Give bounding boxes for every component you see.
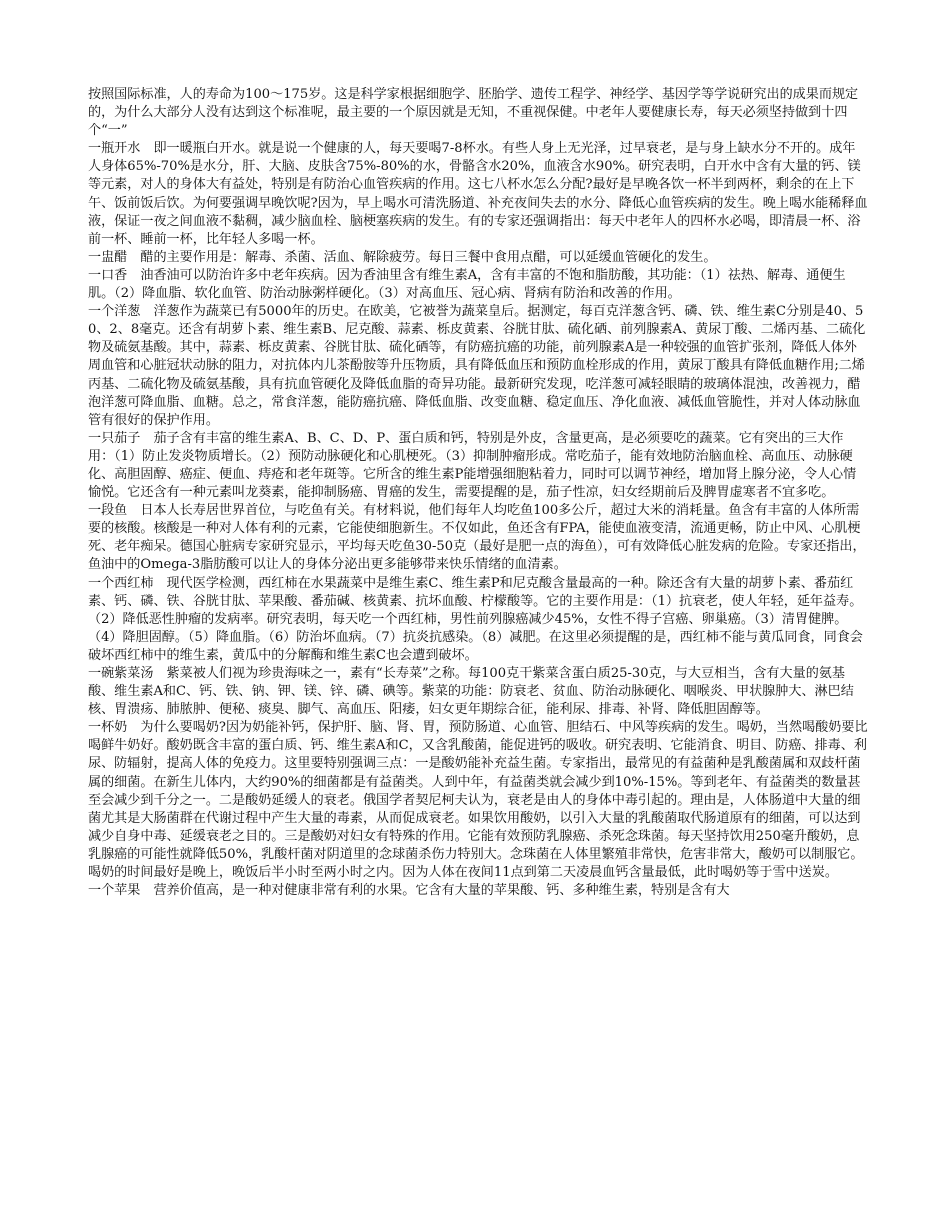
paragraph-milk: 一杯奶 为什么要喝奶?因为奶能补钙，保护肝、脑、肾、胃，预防肠道、心血管、胆结石、中风等疾病的发生。喝奶，当然喝酸奶要比喝鲜牛奶好。酸奶既含丰富的蛋白质、钙、维生素A和C，又含乳酸菌，能促进钙的吸收。研究表明、它能消食、明目、防癌、排毒、利尿、防辐射，提高人体的免疫力。这里要特别强调三点：一是酸奶能补充益生菌。专家指出，最常见的有益菌种是乳酸菌属和双歧杆菌属的细菌。在新生儿体内，大约90%的细菌都是有益菌类。人到中年，有益菌类就会减少到10%-15%。等到老年、有益菌类的数量甚至会减少到千分之一。二是酸奶延缓人的衰老。俄国学者契尼柯夫认为，衰老是由人的身体中毒引起的。理由是，人体肠道中大量的细菌尤其是大肠菌群在代谢过程中产生大量的毒素，从而促成衰老。如果饮用酸奶，以引入大量的乳酸菌取代肠道原有的细菌，可以达到减少自身中毒、延缓衰老之目的。三是酸奶对妇女有特殊的作用。它能有效预防乳腺癌、杀死念珠菌。每天坚持饮用250毫升酸奶，息乳腺癌的可能性就降低50%，乳酸杆菌对阴道里的念球菌杀伤力特别大。念珠菌在人体里繁殖非常快，危害非常大，酸奶可以制服它。喝奶的时间最好是晚上，晚饭后半小时至两小时之内。因为人体在夜间11点到第二天凌晨血钙含量最低，此时喝奶等于雪中送炭。 — [88, 720, 868, 881]
paragraph-eggplant: 一只茄子 茄子含有丰富的维生素A、B、C、D、P、蛋白质和钙，特别是外皮，含量更高，是必须要吃的蔬菜。它有突出的三大作用：（1）防止发炎物质增长。（2）预防动脉硬化和心肌梗死。（3）抑制肿瘤形成。常吃茄子，能有效地防治脑血栓、高血压、动脉硬化、高胆固醇、癌症、便血、痔疮和老年斑等。它所含的维生素P能增强细胞粘着力，同时可以调节神经，增加肾上腺分泌，令人心情愉悦。它还含有一种元素叫龙葵素，能抑制肠癌、胃癌的发生，需要提醒的是，茄子性凉，妇女经期前后及脾胃虚寒者不宜多吃。 — [88, 430, 857, 501]
paragraph-tomato: 一个西红柿 现代医学检测，西红柿在水果蔬菜中是维生素C、维生素P和尼克酸含量最高的一种。除还含有大量的胡萝卜素、番茄红素、钙、磷、铁、谷胱甘肽、苹果酸、番茄碱、核黄素、抗坏血酸、柠檬酸等。它的主要作用是：（1）抗衰老，使人年轻，延年益寿。（2）降低恶性肿瘤的发病率。研究表明，每天吃一个西红柿，男性前列腺癌减少45%，女性不得子宫癌、卵巢癌。（3）清胃健脾。（4）降胆固醇。（5）降血脂。（6）防治坏血病。（7）抗炎抗感染。（8）减肥。在这里必须提醒的是，西红柿不能与黄瓜同食，同食会破坏西红柿中的维生素，黄瓜中的分解酶和维生素C也会遭到破坏。 — [88, 575, 863, 663]
paragraph-apple: 一个苹果 营养价值高，是一种对健康非常有利的水果。它含有大量的苹果酸、钙、多种维生素，特别是含有大 — [88, 883, 730, 899]
paragraph-water: 一瓶开水 即一暖瓶白开水。就是说一个健康的人，每天要喝7-8杯水。有些人身上无光泽，过早衰老，是与身上缺水分不开的。成年人身体65%-70%是水分，肝、大脑、皮肤含75%-80%的水，骨骼含水20%，血液含水90%。研究表明，白开水中含有大量的钙、镁等元素，对人的身体大有益处，特别是有防治心血管疾病的作用。这七八杯水怎么分配?最好是早晚各饮一杯半到两杯，剩余的在上下午、饭前饭后饮。为何要强调早晚饮呢?因为，早上喝水可清洗肠道、补充夜间失去的水分、降低心血管疾病的发生。晚上喝水能稀释血液，保证一夜之间血液不黏稠，减少脑血栓、脑梗塞疾病的发生。有的专家还强调指出：每天中老年人的四杯水必喝，即清晨一杯、浴前一杯、睡前一杯，比年轻人多喝一杯。 — [88, 141, 868, 247]
paragraph-fish: 一段鱼 日本人长寿居世界首位，与吃鱼有关。有材料说，他们每年人均吃鱼100多公斤，超过大米的消耗量。鱼含有丰富的人体所需要的核酸。核酸是一种对人体有利的元素，它能使细胞新生。不仅如此，鱼还含有FPA，能使血液变清，流通更畅，防止中风、心肌梗死、老年痴呆。德国心脏病专家研究显示，平均每天吃鱼30-50克（最好是肥一点的海鱼），可有效降低心脏发病的危险。专家还指出，鱼油中的Omega-3脂肪酸可以让人的身体分泌出更多能够带来快乐情绪的血清素。 — [88, 503, 866, 573]
paragraph-sesame-oil: 一口香 油香油可以防治许多中老年疾病。因为香油里含有维生素A，含有丰富的不饱和脂肪酸，其功能：（1）祛热、解毒、通便生肌。（2）降血脂、软化血管、防治动脉粥样硬化。（3）对高血压、冠心病、肾病有防治和改善的作用。 — [88, 267, 846, 302]
paragraph-vinegar: 一盅醋 醋的主要作用是：解毒、杀菌、活血、解除疲劳。每日三餐中食用点醋，可以延缓血管硬化的发生。 — [88, 249, 717, 265]
paragraph-onion: 一个洋葱 洋葱作为蔬菜已有5000年的历史。在欧美，它被誉为蔬菜皇后。据测定，每百克洋葱含钙、磷、铁、维生素C分别是40、50、2、8毫克。还含有胡萝卜素、维生素B、尼克酸、蒜素、栎皮黄素、谷胱甘肽、硫化硒、前列腺素A、黄尿丁酸、二烯丙基、二硫化物及硫氨基酸。其中，蒜素、栎皮黄素、谷胱甘肽、硫化硒等，有防癌抗癌的功能，前列腺素A是一种较强的血管扩张剂，降低人体外周血管和心脏冠状动脉的阻力，对抗体内儿茶酚胺等升压物质，具有降低血压和预防血栓形成的作用，黄尿丁酸具有降低血糖作用;二烯丙基、二硫化物及硫氨基酸，具有抗血管硬化及降低血脂的奇异功能。最新研究发现，吃洋葱可减轻眼睛的玻璃体混浊，改善视力，醋泡洋葱可降血脂、血糖。总之，常食洋葱，能防癌抗癌、降低血脂、改变血糖、稳定血压、净化血液、减低血管脆性，并对人体动脉血管有很好的保护作用。 — [88, 304, 866, 428]
intro-paragraph: 按照国际标准，人的寿命为100～175岁。这是科学家根据细胞学、胚胎学、遗传工程学、神经学、基因学等学说研究出的成果而规定的，为什么大部分人没有达到这个标准呢，最主要的一个原因就是无知，不重视保健。中老年人要健康长寿，每天必须坚持做到十四个“一” — [88, 87, 859, 139]
paragraph-seaweed-soup: 一碗紫菜汤 紫菜被人们视为珍贵海味之一，素有“长寿菜”之称。每100克干紫菜含蛋白质25-30克，与大豆相当，含有大量的氨基酸、维生素A和C、钙、铁、钠、钾、镁、锌、磷、碘等。紫菜的功能：防衰老、贫血、防治动脉硬化、咽喉炎、甲状腺肿大、淋巴结核、胃溃疡、肺脓肿、便秘、痰臭、脚气、高血压、阳痿，妇女更年期综合征，能利尿、排毒、补肾、降低胆固醇等。 — [88, 666, 854, 718]
